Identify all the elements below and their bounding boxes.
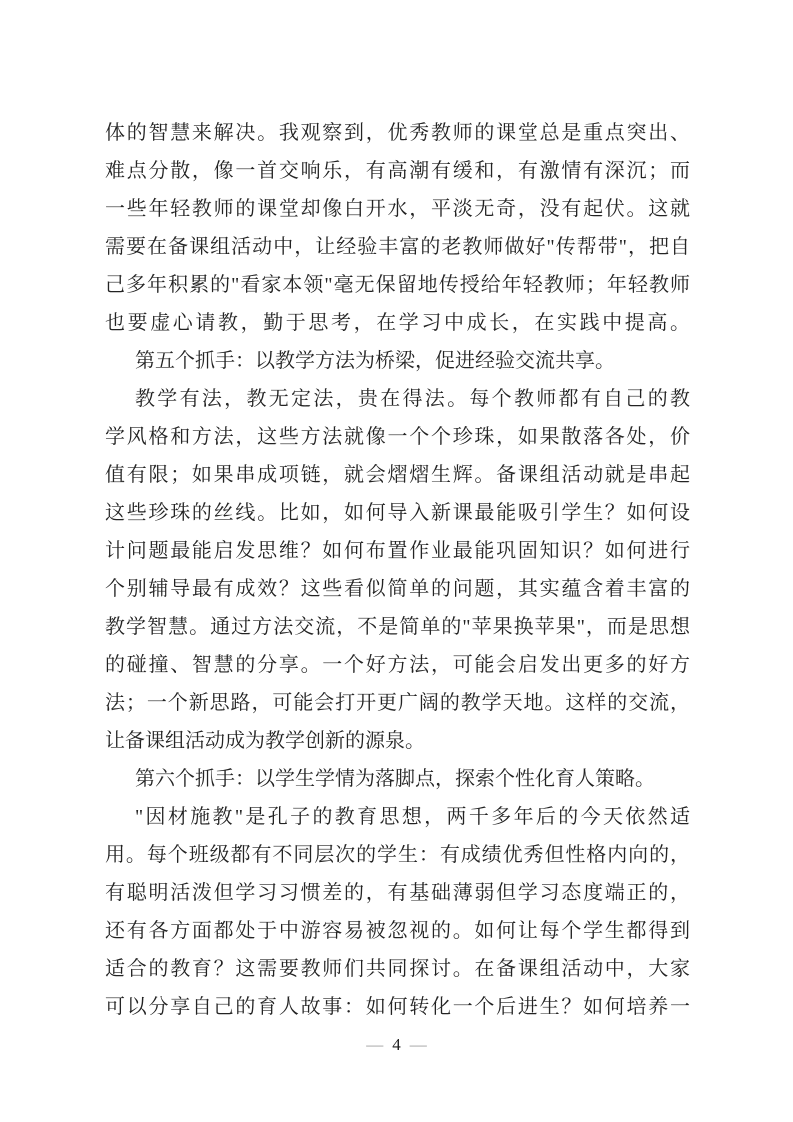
document-body bbox=[105, 114, 690, 1026]
page-number: 4 bbox=[392, 1035, 401, 1054]
paragraph bbox=[105, 114, 690, 342]
paragraph bbox=[105, 798, 690, 1026]
text-line: 有聪明活泼但学习习惯差的，有基础薄弱但学习态度端正的， bbox=[105, 882, 690, 904]
text-line: 第六个抓手：以学生学情为落脚点，探索个性化育人策略。 bbox=[135, 768, 655, 790]
text-line: 这些珍珠的丝线。比如，如何导入新课最能吸引学生？如何设 bbox=[105, 502, 690, 524]
text-line: 个别辅导最有成效？这些看似简单的问题，其实蕴含着丰富的 bbox=[105, 578, 690, 600]
text-line: 需要在备课组活动中，让经验丰富的老教师做好"传帮带"，把自 bbox=[105, 236, 690, 258]
text-line: 第五个抓手：以教学方法为桥梁，促进经验交流共享。 bbox=[135, 350, 615, 372]
paragraph bbox=[105, 760, 690, 798]
text-line: 也要虚心请教，勤于思考，在学习中成长，在实践中提高。 bbox=[105, 312, 690, 334]
footer-dash-right: — bbox=[409, 1035, 427, 1054]
text-line: 学风格和方法，这些方法就像一个个珍珠，如果散落各处，价 bbox=[105, 426, 690, 448]
text-line: 己多年积累的"看家本领"毫无保留地传授给年轻教师；年轻教师 bbox=[105, 274, 690, 296]
text-line: 适合的教育？这需要教师们共同探讨。在备课组活动中，大家 bbox=[105, 958, 690, 980]
text-line: 计问题最能启发思维？如何布置作业最能巩固知识？如何进行 bbox=[105, 540, 690, 562]
page-footer bbox=[0, 1032, 793, 1058]
footer-dash-left: — bbox=[366, 1035, 384, 1054]
text-line: 的碰撞、智慧的分享。一个好方法，可能会启发出更多的好方 bbox=[105, 654, 690, 676]
text-line: 还有各方面都处于中游容易被忽视的。如何让每个学生都得到 bbox=[105, 920, 690, 942]
text-line: 教学智慧。通过方法交流，不是简单的"苹果换苹果"，而是思想 bbox=[105, 616, 690, 638]
paragraph bbox=[105, 342, 690, 380]
text-line: 难点分散，像一首交响乐，有高潮有缓和，有激情有深沉；而 bbox=[105, 160, 690, 182]
text-line: 法；一个新思路，可能会打开更广阔的教学天地。这样的交流， bbox=[105, 692, 690, 714]
text-line: 用。每个班级都有不同层次的学生：有成绩优秀但性格内向的， bbox=[105, 844, 690, 866]
text-line: 教学有法，教无定法，贵在得法。每个教师都有自己的教 bbox=[135, 388, 690, 410]
text-line: 一些年轻教师的课堂却像白开水，平淡无奇，没有起伏。这就 bbox=[105, 198, 690, 220]
text-line: 可以分享自己的育人故事：如何转化一个后进生？如何培养一 bbox=[105, 996, 690, 1018]
text-line: 让备课组活动成为教学创新的源泉。 bbox=[105, 730, 425, 752]
text-line: "因材施教"是孔子的教育思想，两千多年后的今天依然适 bbox=[135, 806, 690, 828]
paragraph bbox=[105, 380, 690, 760]
text-line: 体的智慧来解决。我观察到，优秀教师的课堂总是重点突出、 bbox=[105, 122, 690, 144]
text-line: 值有限；如果串成项链，就会熠熠生辉。备课组活动就是串起 bbox=[105, 464, 690, 486]
